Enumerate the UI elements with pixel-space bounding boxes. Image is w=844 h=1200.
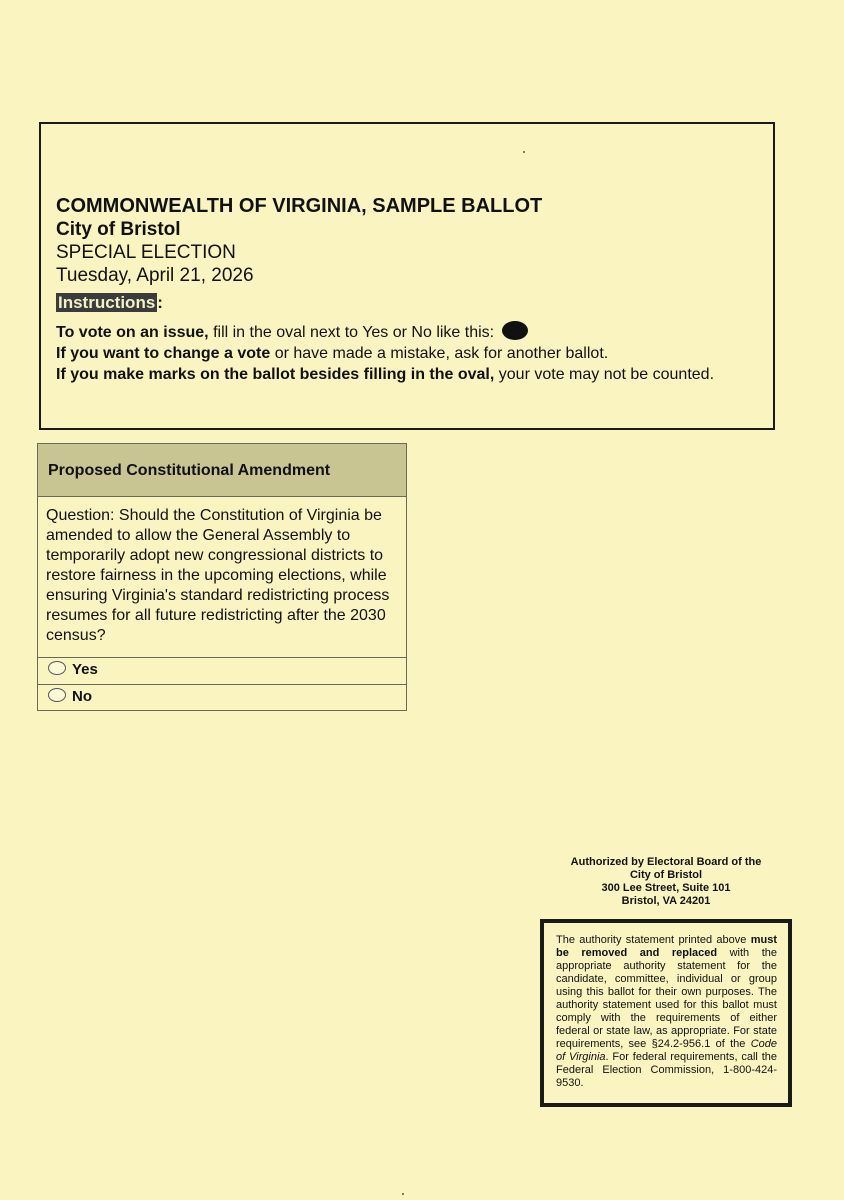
instruction-item: If you make marks on the ballot besides filling in the oval, your vote may not be counted. <box>56 366 715 383</box>
contest-heading: Proposed Constitutional Amendment <box>38 444 406 497</box>
instructions-heading <box>56 293 761 313</box>
instruction-item: If you want to change a vote or have made a mistake, ask for another ballot. <box>56 345 609 362</box>
instruction-item: To vote on an issue, fill in the oval next to Yes or No like this: <box>56 321 761 343</box>
question-text: Question: Should the Constitution of Virginia be amended to allow the General Assembly to temporarily adopt new congressional districts to restore fairness in the upcoming elections, while ensuring Virginia's standard redistricting process resumes for all future redistricting after the 2030 census? <box>38 497 406 658</box>
authority-notice-box: The authority statement printed above must be removed and replaced with the appropriate authority statement for the candidate, committee, individual or group using this ballot for their own purposes. The authority statement used for this ballot must comply with the requirements of either federal or state law, as appropriate. For state requirements, see §24.2-956.1 of the Code of Virginia. For federal requirements, call the Federal Election Commission, 1-800-424-9530. <box>540 919 792 1107</box>
speck <box>402 1193 404 1195</box>
contest-box <box>37 443 407 711</box>
election-date: Tuesday, April 21, 2026 <box>56 265 254 286</box>
instructions-list <box>56 321 761 385</box>
vote-oval-icon[interactable] <box>48 688 66 702</box>
instructions-colon: : <box>157 293 163 312</box>
filled-oval-example-icon <box>502 321 528 340</box>
option-label: Yes <box>72 661 98 678</box>
option-label: No <box>72 688 92 705</box>
authorized-by-statement: Authorized by Electoral Board of the City of Bristol 300 Lee Street, Suite 101 Bristol, VA 24201 <box>570 856 762 907</box>
city-name: City of Bristol <box>56 219 181 240</box>
election-type: SPECIAL ELECTION <box>56 242 236 263</box>
ballot-header-box <box>39 122 775 430</box>
option-yes[interactable] <box>38 658 406 684</box>
vote-oval-icon[interactable] <box>48 661 66 675</box>
option-no[interactable] <box>38 684 406 710</box>
ballot-title: COMMONWEALTH OF VIRGINIA, SAMPLE BALLOT <box>56 195 543 217</box>
instructions-label: Instructions <box>58 293 156 312</box>
